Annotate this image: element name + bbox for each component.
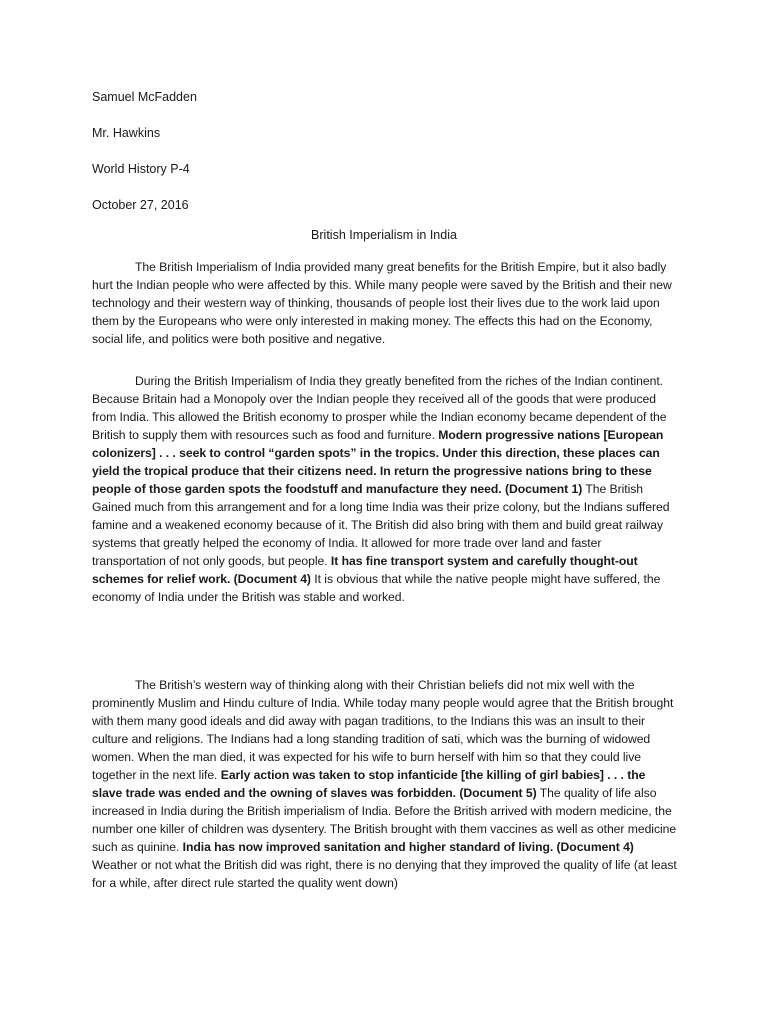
body-text: The British Imperialism of India provided many great benefits for the British Empire, but it also badly hurt the Indian people who were affected by this. While many people were saved by the British and their new technology and their western way of thinking, thousands of people lost their lives due to the work laid upon them by the Europeans who were only interested in making money. The effects this had on the Economy, social life, and politics were both positive and negative. <box>92 260 672 346</box>
teacher-name: Mr. Hawkins <box>92 126 161 140</box>
quoted-evidence: Modern progressive nations [European colonizers] . . . seek to control “garden spots” in the tropics. Under this direction, these places can yield the tropical produce that their citizens need. In return the progressive nations bring to these people of those garden spots the foodstuff and manufacture they need. (Document 1) <box>92 428 664 496</box>
quoted-evidence: It has fine transport system and carefully thought-out schemes for relief work. (Document 4) <box>92 554 638 586</box>
body-text: It is obvious that while the native people might have suffered, the economy of India under the British was stable and worked. <box>92 572 661 604</box>
course-name: World History P-4 <box>92 162 190 176</box>
body-text: During the British Imperialism of India they greatly benefited from the riches of the Indian continent. Because Britain had a Monopoly over the Indian people they received all of the goods that were produced from India. This allowed the British economy to prosper while the Indian economy became dependent of the British to supply them with resources such as food and furniture. <box>92 374 667 442</box>
quoted-evidence: India has now improved sanitation and higher standard of living. (Document 4) <box>182 840 634 854</box>
quoted-evidence: Early action was taken to stop infanticide [the killing of girl babies] . . . the slave trade was ended and the owning of slaves was forbidden. (Document 5) <box>92 768 646 800</box>
essay-heading <box>92 88 197 232</box>
paragraph-3 <box>92 676 678 892</box>
paragraph-2 <box>92 372 678 606</box>
essay-date: October 27, 2016 <box>92 198 189 212</box>
body-text: Weather or not what the British did was right, there is no denying that they improved the quality of life (at least for a while, after direct rule started the quality went down) <box>92 858 677 890</box>
body-text: The British Gained much from this arrangement and for a long time India was their prize colony, but the Indians suffered famine and a weakened economy because of it. The British did also bring with them and build great railway systems that greatly helped the economy of India. It allowed for more trade over land and faster transportation of not only goods, but people. <box>92 482 670 568</box>
paragraph-1 <box>92 258 678 348</box>
essay-title: British Imperialism in India <box>311 228 457 242</box>
author-name: Samuel McFadden <box>92 90 197 104</box>
body-text: The quality of life also increased in India during the British imperialism of India. Before the British arrived with modern medicine, the number one killer of children was dysentery. The British brought with them vaccines as well as other medicine such as quinine. <box>92 786 677 854</box>
body-text: The British’s western way of thinking along with their Christian beliefs did not mix well with the prominently Muslim and Hindu culture of India. While today many people would agree that the British brought with them many good ideals and did away with pagan traditions, to the Indians this was an insult to their culture and religions. The Indians had a long standing tradition of sati, which was the burning of widowed women. When the man died, it was expected for his wife to burn herself with him so that they could live together in the next life. <box>92 678 674 782</box>
